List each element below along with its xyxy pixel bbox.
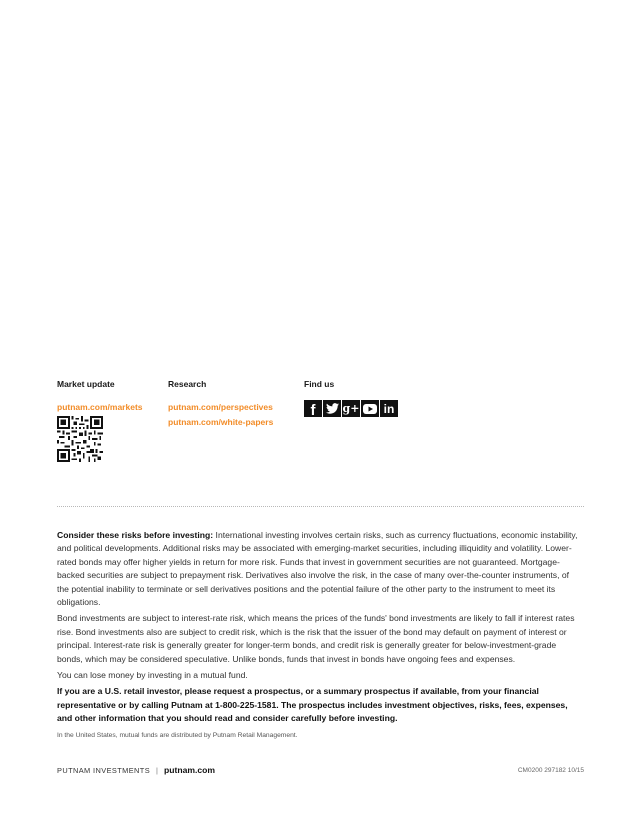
find-us-section [304, 379, 398, 417]
find-us-heading: Find us [304, 379, 335, 389]
linkedin-glyph: in [383, 401, 395, 416]
risk-lead: Consider these risks before investing: [57, 530, 214, 540]
white-papers-link[interactable]: putnam.com/white-papers [168, 416, 274, 427]
lose-money-statement: You can lose money by investing in a mutual fund. [57, 670, 248, 681]
footer-site-link[interactable]: putnam.com [163, 765, 216, 775]
social-icons [304, 400, 398, 417]
research-heading: Research [168, 379, 207, 389]
youtube-icon[interactable] [361, 400, 379, 417]
risk-paragraph [57, 529, 579, 609]
footer-separator: | [156, 765, 158, 775]
risk-text: International investing involves certain risks, such as currency fluctuations, economic instability, and political developments. Additional risks may be associated with emerging-market securities, including illiquidity and volatility. Lower-rated bonds may offer higher yields in return for more risk. Funds that invest in government securities are not guaranteed. Mortgage-backed securities are subject to prepayment risk. Derivatives also involve the risk, in the case of many over-the-counter instruments, of the potential inability to terminate or sell derivatives positions and the potential failure of the other party to the instrument to meet its obligations. [57, 530, 578, 608]
markets-link[interactable]: putnam.com/markets [57, 402, 143, 412]
distributor-note: In the United States, mutual funds are distributed by Putnam Retail Management. [57, 731, 298, 739]
market-update-heading: Market update [57, 379, 115, 389]
document-code: CM0200 297182 10/15 [517, 766, 584, 774]
prospectus-notice: If you are a U.S. retail investor, please request a prospectus, or a summary prospectus if available, from your financial representative or by calling Putnam at 1-800-225-1581. The prospectus includes investment objectives, risks, fees, expenses, and other information that you should read and consider carefully before investing. [57, 686, 568, 724]
twitter-icon[interactable] [323, 400, 341, 417]
facebook-icon[interactable] [304, 400, 322, 417]
risk-disclosure [57, 529, 579, 745]
facebook-glyph: f [310, 401, 316, 419]
google-plus-glyph: g+ [342, 402, 360, 415]
footer [57, 765, 584, 775]
research-section [168, 379, 273, 429]
bond-risk-paragraph: Bond investments are subject to interest-rate risk, which means the prices of the funds' bond investments are likely to fall if interest rates rise. Bond investments also are subject to credit risk, which is the risk that the issuer of the bond may default on payment of interest or principal. Interest-rate risk is generally greater for longer-term bonds, and credit risk is generally greater for below-investment-grade bonds, which may be considered speculative. Unlike bonds, funds that invest in bonds have ongoing fees and expenses. [57, 613, 575, 664]
market-update-section [57, 379, 143, 415]
perspectives-link[interactable]: putnam.com/perspectives [168, 402, 273, 412]
qr-code[interactable] [57, 416, 103, 462]
section-divider [57, 506, 584, 507]
footer-brand: PUTNAM INVESTMENTS [57, 765, 151, 775]
google-plus-icon[interactable] [342, 400, 360, 417]
linkedin-icon[interactable] [380, 400, 398, 417]
